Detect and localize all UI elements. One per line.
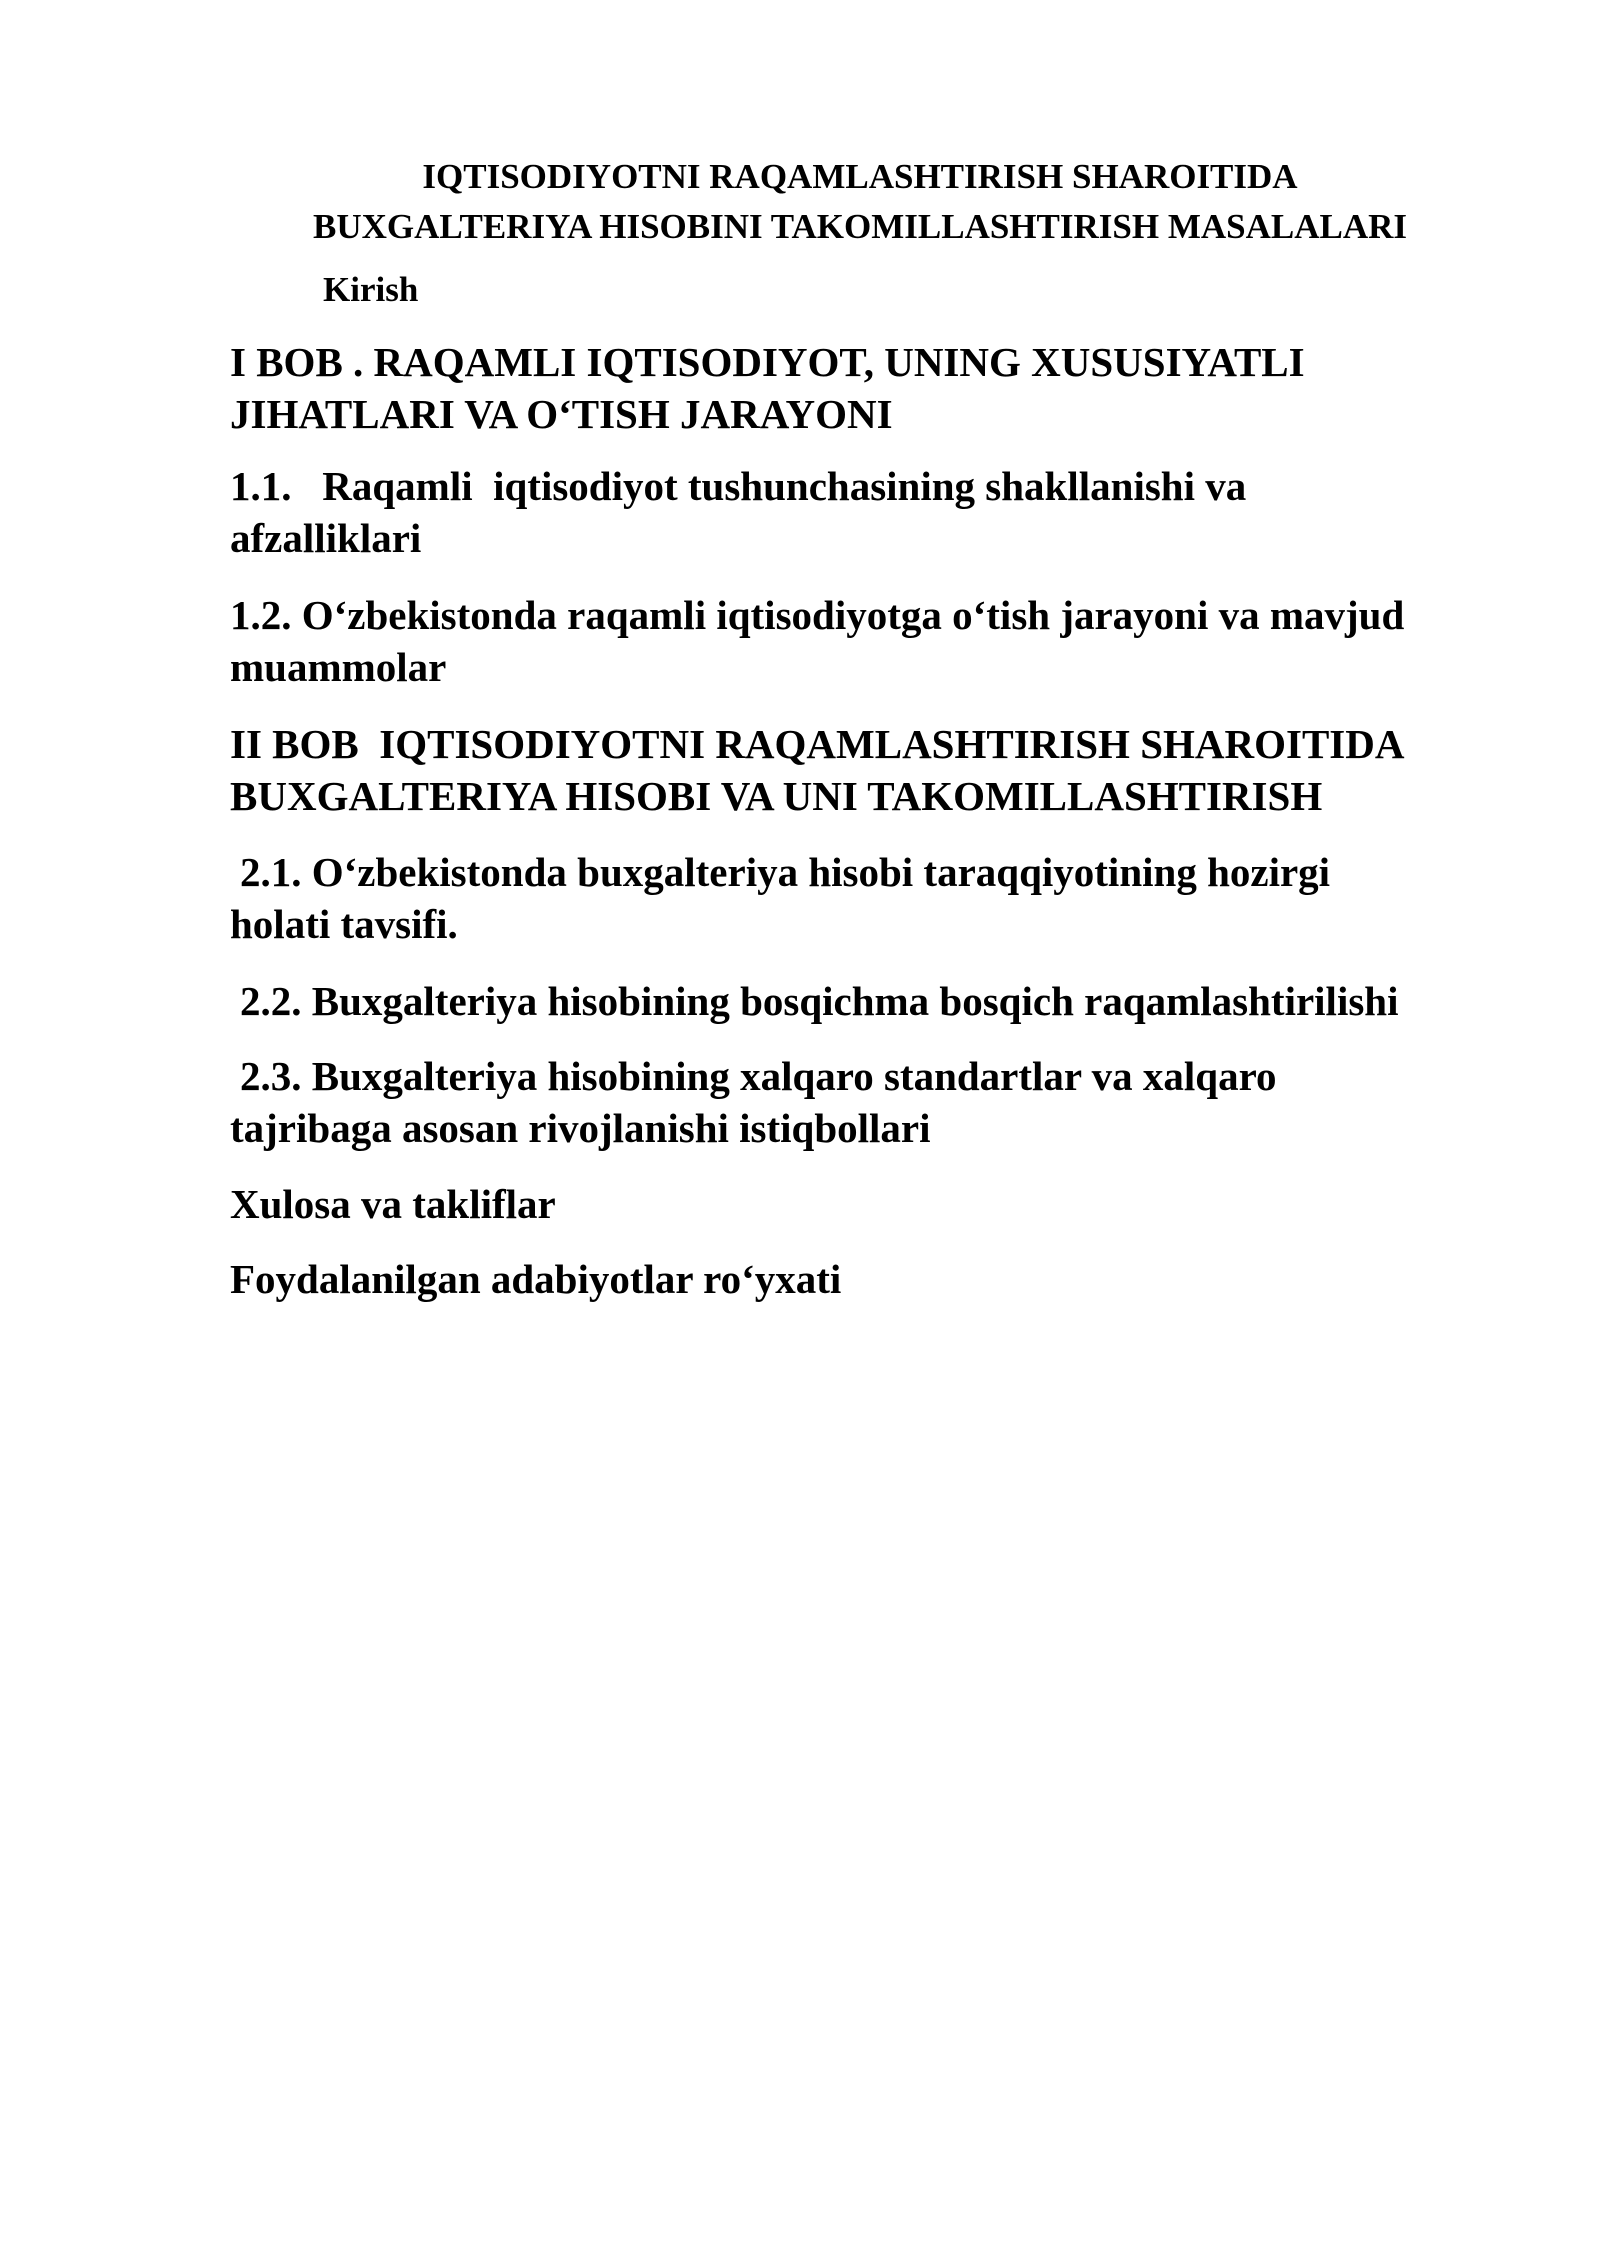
toc-section-2-2-line-1: 2.2. Buxgalteriya hisobining bosqichma bosqich raqamlashtirilishi (240, 978, 1399, 1024)
toc-section-2-3-line-1: 2.3. Buxgalteriya hisobining xalqaro standartlar va xalqaro (240, 1053, 1277, 1099)
toc-section-2-1-line-2: holati tavsifi. (230, 901, 458, 947)
toc-references: Foydalanilgan adabiyotlar ro‘yxati (230, 1256, 842, 1302)
toc-section-2-1 (230, 846, 1330, 950)
toc-chapter-1-line-2: JIHATLARI VA O‘TISH JARAYONI (230, 391, 893, 437)
toc-section-1-2 (230, 589, 1404, 693)
toc-section-2-1-line-1: 2.1. O‘zbekistonda buxgalteriya hisobi taraqqiyotining hozirgi (240, 849, 1331, 895)
toc-section-1-1 (230, 460, 1246, 564)
toc-section-1-2-line-2: muammolar (230, 644, 447, 690)
document-title-line-1: IQTISODIYOTNI RAQAMLASHTIRISH SHAROITIDA (422, 157, 1298, 196)
toc-section-1-1-line-1: 1.1. Raqamli iqtisodiyot tushunchasining shakllanishi va (230, 463, 1247, 509)
toc-chapter-1 (230, 336, 1305, 440)
toc-chapter-1-line-1: I BOB . RAQAMLI IQTISODIYOT, UNING XUSUSIYATLI (230, 339, 1305, 385)
toc-section-2-3-line-2: tajribaga asosan rivojlanishi istiqbollari (230, 1105, 931, 1151)
toc-section-2-3 (230, 1050, 1277, 1154)
toc-section-1-1-line-2: afzalliklari (230, 515, 422, 561)
toc-section-1-2-line-1: 1.2. O‘zbekistonda raqamli iqtisodiyotga o‘tish jarayoni va mavjud (230, 592, 1405, 638)
document-title-line-2: BUXGALTERIYA HISOBINI TAKOMILLASHTIRISH MASALALARI (312, 207, 1408, 246)
toc-intro: Kirish (323, 270, 419, 309)
toc-chapter-2-line-1: II BOB IQTISODIYOTNI RAQAMLASHTIRISH SHAROITIDA (230, 721, 1405, 767)
toc-chapter-2-line-2: BUXGALTERIYA HISOBI VA UNI TAKOMILLASHTIRISH (230, 773, 1323, 819)
toc-conclusion: Xulosa va takliflar (230, 1181, 556, 1227)
toc-section-2-2 (230, 975, 1399, 1027)
document-title (230, 152, 1490, 252)
toc-chapter-2 (230, 718, 1404, 822)
